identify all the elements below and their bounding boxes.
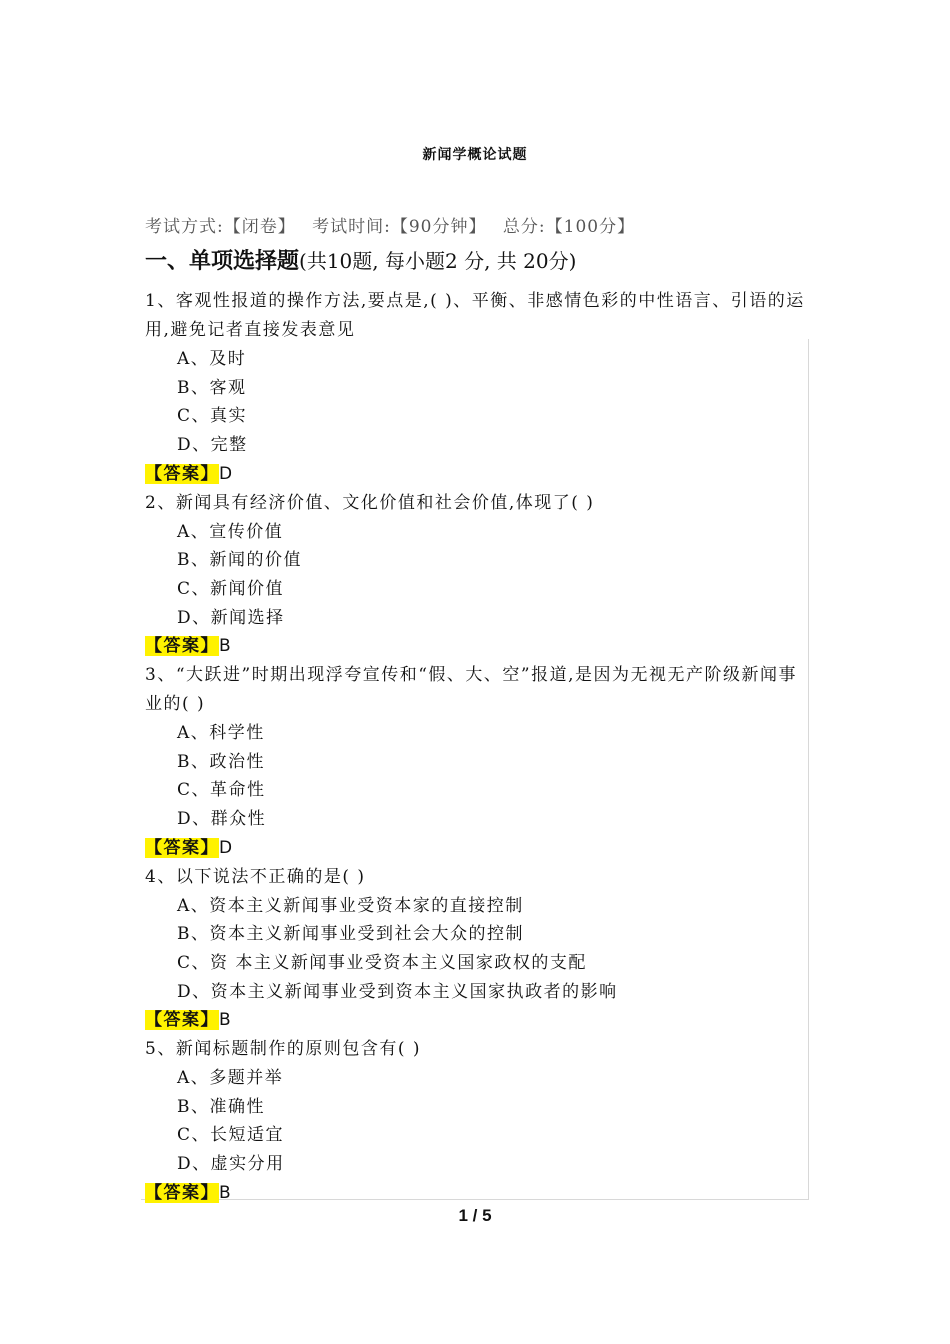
answer-value: D (219, 837, 234, 858)
option: C、长短适宜 (177, 1125, 285, 1146)
answer-label: 【答案】 (145, 1010, 219, 1031)
question-stem: 1、客观性报道的操作方法,要点是,( )、平衡、非感情色彩的中性语言、引语的运用,避免记者直接发表意见 (145, 291, 805, 340)
page-number: 1 / 5 (458, 1206, 492, 1225)
answer-line (145, 632, 810, 661)
option: D、资本主义新闻事业受到资本主义国家执政者的影响 (177, 981, 618, 1002)
option: C、资 本主义新闻事业受资本主义国家政权的支配 (177, 952, 587, 973)
answer-line (145, 460, 810, 489)
option: B、新闻的价值 (177, 550, 302, 571)
option: B、客观 (177, 377, 247, 398)
option: A、宣传价值 (177, 521, 284, 542)
question-stem: 5、新闻标题制作的原则包含有( ) (145, 1039, 421, 1060)
option: C、革命性 (177, 780, 266, 801)
exam-meta (145, 212, 645, 237)
option: B、准确性 (177, 1096, 265, 1117)
question-stem: 4、以下说法不正确的是( ) (145, 866, 366, 887)
question-stem: 2、新闻具有经济价值、文化价值和社会价值,体现了( ) (145, 492, 595, 513)
exam-mode: 考试方式:【闭卷】 (145, 217, 296, 237)
answer-label: 【答案】 (145, 463, 219, 484)
option: B、资本主义新闻事业受到社会大众的控制 (177, 924, 524, 945)
answer-value: D (219, 463, 234, 484)
exam-time: 考试时间:【90分钟】 (312, 217, 487, 237)
option: C、真实 (177, 406, 248, 427)
answer-label: 【答案】 (145, 837, 219, 858)
answer-line (145, 1006, 810, 1035)
option: D、群众性 (177, 809, 267, 830)
answer-label: 【答案】 (145, 1182, 219, 1203)
answer-value: B (219, 636, 233, 657)
answer-line (145, 834, 810, 863)
option: A、多题并举 (177, 1068, 284, 1089)
exam-total: 总分:【100分】 (502, 217, 636, 237)
option: D、虚实分用 (177, 1154, 285, 1175)
option: A、科学性 (177, 723, 265, 744)
question-list (145, 287, 810, 1208)
option: A、资本主义新闻事业受资本家的直接控制 (177, 895, 524, 916)
option: D、新闻选择 (177, 607, 285, 628)
answer-value: B (219, 1182, 233, 1203)
answer-line (145, 1179, 810, 1208)
section-heading (145, 244, 576, 275)
question-stem: 3、“大跃进”时期出现浮夸宣传和“假、大、空”报道,是因为无视无产阶级新闻事业的( ) (145, 665, 797, 715)
option: B、政治性 (177, 751, 265, 772)
answer-label: 【答案】 (145, 636, 219, 657)
section-note: (共10题, 每小题2 分, 共 20分) (299, 249, 577, 273)
document-title: 新闻学概论试题 (422, 147, 528, 163)
option: A、及时 (177, 349, 247, 369)
section-title: 一、单项选择题 (145, 248, 300, 274)
option: C、新闻价值 (177, 578, 285, 599)
option: D、完整 (177, 435, 248, 456)
answer-value: B (219, 1010, 233, 1031)
